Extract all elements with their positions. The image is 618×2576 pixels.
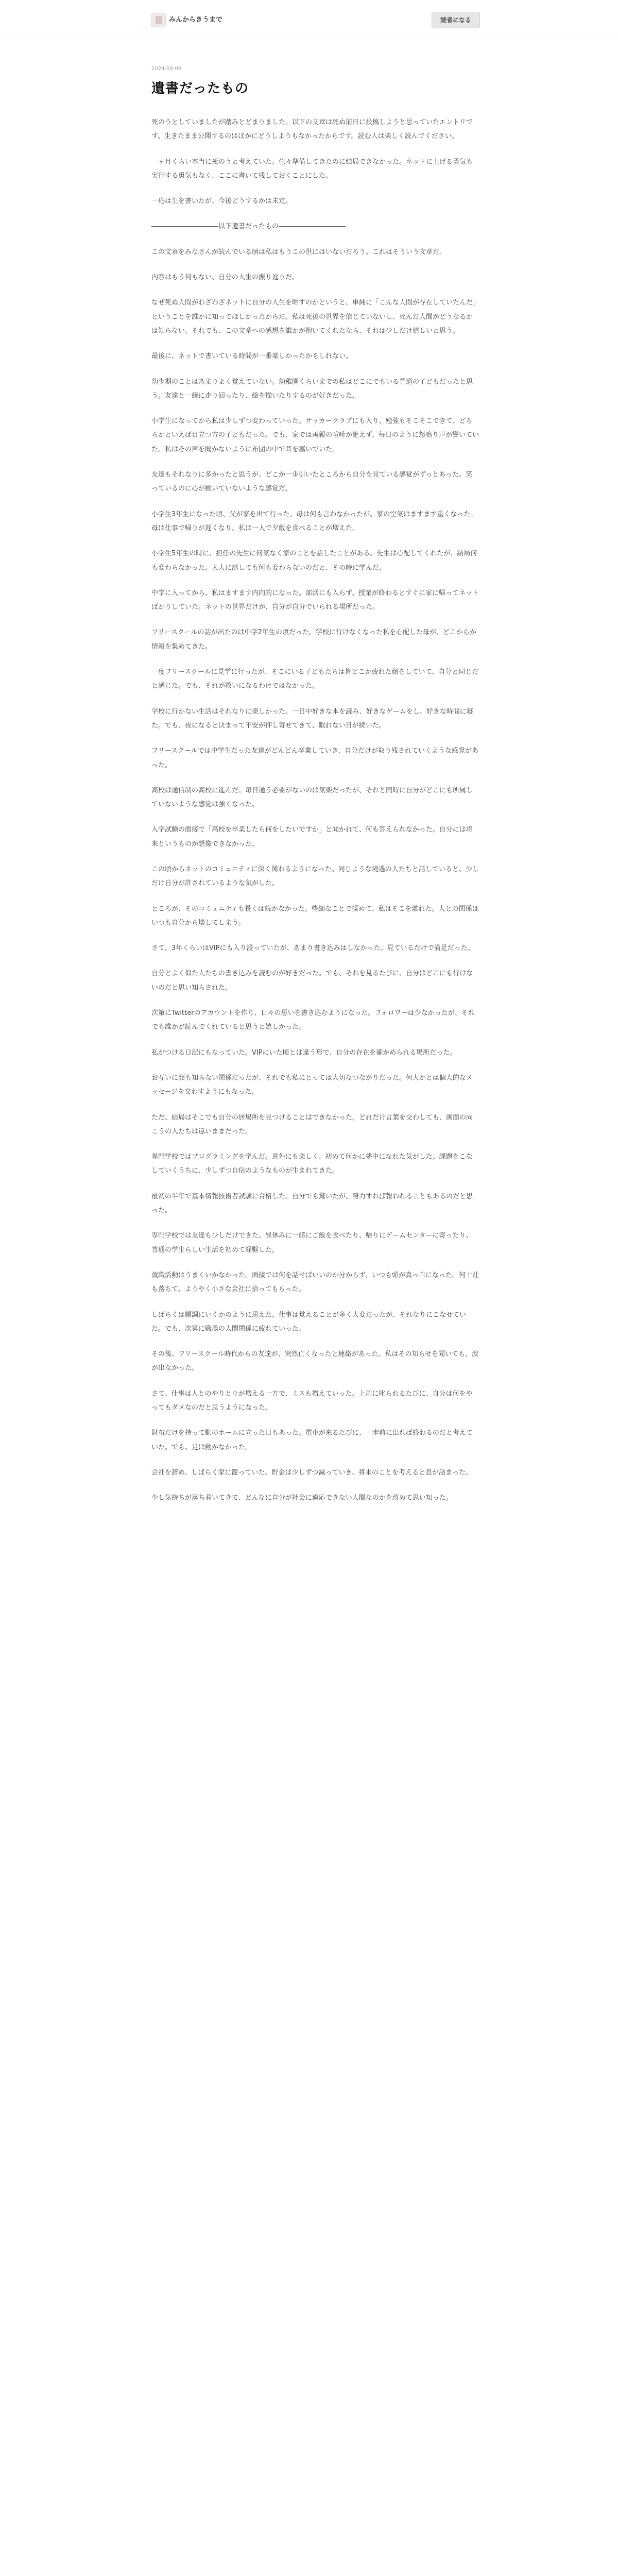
post-paragraph: お互いに顔も知らない関係だったが、それでも私にとっては大切なつながりだった。何人かとは個人的なメッセージを交わすようにもなった。 — [151, 1074, 473, 1096]
post-paragraph: 少し気持ちが落ち着いてきて、どんなに自分が社会に適応できない人間なのかを改めて思い知った。 — [151, 1494, 453, 1502]
post-paragraph: 最後に、ネットで書いている時間が一番楽しかったかもしれない。 — [151, 352, 353, 361]
post-paragraph: しばらくは順調にいくかのように思えた。仕事は覚えることが多く大変だったが、それなりにこなせていた。でも、次第に職場の人間関係に疲れていった。 — [151, 1311, 467, 1333]
post-paragraph: 学校に行かない生活はそれなりに楽しかった。一日中好きな本を読み、好きなゲームをし、好きな時間に寝た。でも、夜になると決まって不安が押し寄せてきて、眠れない日が続いた。 — [151, 707, 473, 730]
post-body — [151, 115, 479, 1505]
post-paragraph: 一ヶ月くらい本当に死のうと考えていた。色々準備してきたのに結局できなかった。ネットに上げる勇気も実行する勇気もなく、ここに書いて残しておくことにした。 — [151, 158, 473, 180]
post-paragraph: フリースクールの話が出たのは中学2年生の頃だった。学校に行けなくなった私を心配した母が、どこからか情報を集めてきた。 — [151, 629, 476, 651]
post-paragraph: この文章をみなさんが読んでいる頃は私はもうこの世にはいないだろう。これはそういう文章だ。 — [151, 248, 447, 256]
post-paragraph: 専門学校ではプログラミングを学んだ。意外にも楽しく、初めて何かに夢中になれた気がした。課題をこなしていくうちに、少しずつ自信のようなものが生まれてきた。 — [151, 1153, 473, 1175]
subscribe-button[interactable]: 読者になる — [432, 12, 480, 28]
post-paragraph: 私がつける日記にもなっていた。VIPにいた頃とは違う形で、自分の存在を確かめられる場所だった。 — [151, 1048, 457, 1057]
blog-logo-icon[interactable] — [151, 13, 166, 27]
post-paragraph: 高校は通信制の高校に進んだ。毎日通う必要がないのは気楽だったが、それと同時に自分がどこにも所属していないような感覚は強くなった。 — [151, 786, 473, 809]
post-paragraph: ただ、結局はそこでも自分の居場所を見つけることはできなかった。どれだけ言葉を交わしても、画面の向こうの人たちは遠いままだった。 — [151, 1113, 473, 1136]
article — [151, 66, 479, 1516]
post-paragraph: ところが、そのコミュニティも長くは続かなかった。些細なことで揉めて、私はそこを離れた。人との関係はいつも自分から壊してしまう。 — [151, 905, 479, 927]
post-paragraph: フリースクールでは中学生だった友達がどんどん卒業していき、自分だけが取り残されていくような感覚があった。 — [151, 747, 479, 769]
post-paragraph: 専門学校では友達も少しだけできた。昼休みに一緒にご飯を食べたり、帰りにゲームセンターに寄ったり、普通の学生らしい生活を初めて経験した。 — [151, 1232, 473, 1254]
post-paragraph: さて、仕事は人とのやりとりが増える一方で、ミスも増えていった。上司に叱られるたびに、自分は何をやってもダメなのだと思うようになった。 — [151, 1389, 473, 1412]
post-paragraph: 幼少期のことはあまりよく覚えていない。幼稚園くらいまでの私はどこにでもいる普通の子どもだったと思う。友達と一緒に走り回ったり、絵を描いたりするのが好きだった。 — [151, 378, 473, 400]
site-header — [0, 0, 618, 39]
post-title: 遺書だったもの — [151, 81, 249, 96]
post-paragraph: さて、3年くらいはVIPにも入り浸っていたが、あまり書き込みはしなかった。見ているだけで満足だった。 — [151, 944, 474, 953]
post-paragraph: 小学生5年生の時に、担任の先生に何気なく家のことを話したことがある。先生は心配してくれたが、結局何も変わらなかった。大人に話しても何も変わらないのだと、その時に学んだ。 — [151, 550, 477, 572]
post-paragraph: 小学生になってから私は少しずつ変わっていった。サッカークラブにも入り、勉強もそこそこできて、どちらかといえば目立つ方の子どもだった。でも、家では両親の喧嘩が絶えず、毎日のように怒鳴り声が響いていた。私はその声を聞かないように布団の中で耳を塞いでいた。 — [151, 417, 479, 453]
post-paragraph: 自分とよく似た人たちの書き込みを読むのが好きだった。でも、それを見るたびに、自分はどこにも行けないのだと思い知らされた。 — [151, 970, 473, 992]
post-paragraph: 財布だけを持って駅のホームに立った日もあった。電車が来るたびに、一歩前に出れば終わるのだと考えていた。でも、足は動かなかった。 — [151, 1429, 473, 1451]
post-paragraph: 内容はもう何もない、自分の人生の振り返りだ。 — [151, 274, 299, 282]
post-paragraph: 最初の半年で基本情報技術者試験に合格した。自分でも驚いたが、努力すれば報われることもあるのだと思った。 — [151, 1192, 473, 1215]
post-paragraph: この頃からネットのコミュニティに深く関わるようになった。同じような境遇の人たちと話していると、少しだけ自分が許されているような気がした。 — [151, 865, 479, 888]
post-paragraph: 小学生3年生になった頃、父が家を出て行った。母は何も言わなかったが、家の空気はますます重くなった。母は仕事で帰りが遅くなり、私は一人で夕飯を食べることが増えた。 — [151, 510, 477, 532]
blog-name[interactable]: みんからきうまで — [169, 16, 223, 24]
post-paragraph: ――――――――――以下遺書だったもの―――――――――― — [151, 223, 346, 231]
post-paragraph: 中学に入ってから、私はますます内向的になった。部活にも入らず、授業が終わるとすぐに家に帰ってネットばかりしていた。ネットの世界だけが、自分が自分でいられる場所だった。 — [151, 589, 479, 612]
post-paragraph: 就職活動はうまくいかなかった。面接では何を話せばいいのか分からず、いつも頭が真っ白になった。何十社も落ちて、ようやく小さな会社に拾ってもらった。 — [151, 1271, 479, 1294]
post-paragraph: 次第にTwitterのアカウントを作り、日々の思いを書き込むようになった。フォロワーは少なかったが、それでも誰かが読んでくれていると思うと嬉しかった。 — [151, 1009, 475, 1031]
post-paragraph: 入学試験の面接で「高校を卒業したら何をしたいですか」と聞かれて、何も答えられなかった。自分には将来というものが想像できなかった。 — [151, 826, 473, 848]
post-paragraph: 友達もそれなりに多かったと思うが、どこか一歩引いたところから自分を見ている感覚がずっとあった。笑っているのに心が動いていないような感覚だ。 — [151, 471, 473, 493]
post-paragraph: 一応は生を書いたが、今後どうするかは未定。 — [151, 197, 293, 206]
post-paragraph: 会社を辞め、しばらく家に籠っていた。貯金は少しずつ減っていき、将来のことを考えると息が詰まった。 — [151, 1468, 472, 1477]
post-paragraph: なぜ死ぬ人間がわざわざネットに自分の人生を晒すのかというと、単純に「こんな人間が存在していたんだ」ということを誰かに知ってほしかったからだ。私は死後の世界を信じていないし、死んだ人間がどうなるかは知らない。それでも、この文章への感想を誰かが抱いてくれたなら、それは少しだけ嬉しいと思う。 — [151, 299, 476, 335]
post-paragraph: 死のうとしていましたが踏みとどまりました。以下の文章は死ぬ前日に投稿しようと思っていたエントリです。生きたまま公開するのはほかにどうしようもなかったからです。読む人は楽しく読んでください。 — [151, 118, 473, 141]
post-paragraph: その後、フリースクール時代からの友達が、突然亡くなったと連絡があった。私はその知らせを聞いても、涙が出なかった。 — [151, 1350, 479, 1372]
post-paragraph: 一度フリースクールに見学に行ったが、そこにいる子どもたちは皆どこか疲れた顔をしていて、自分と同じだと感じた。でも、それが救いになるわけではなかった。 — [151, 668, 479, 690]
post-date: 2024-09-04 — [151, 66, 182, 72]
